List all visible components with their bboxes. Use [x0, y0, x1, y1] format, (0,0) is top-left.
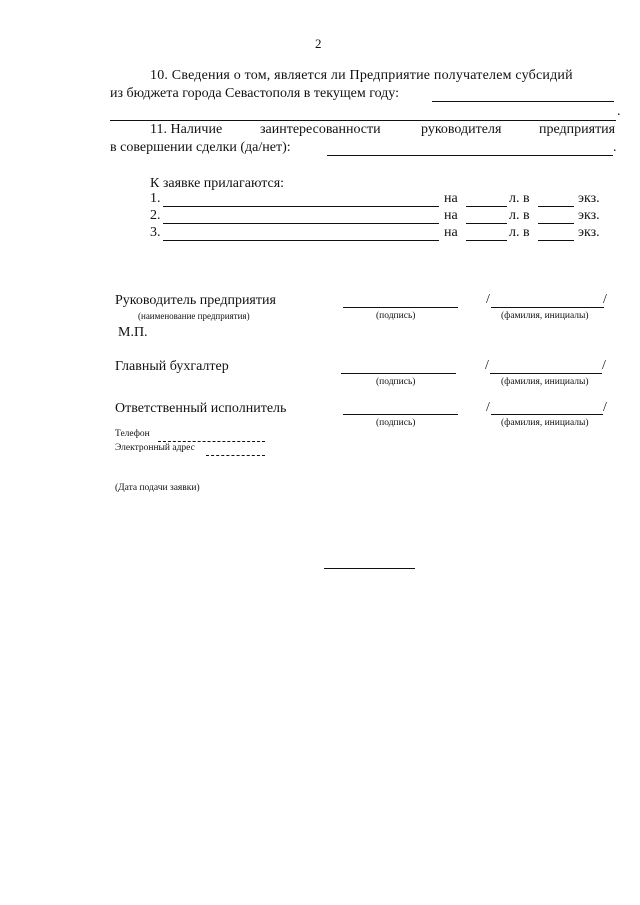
item11-word-2: заинтересованности: [260, 122, 381, 137]
attachment-num: 3.: [150, 225, 161, 240]
item11-word-4: предприятия: [539, 122, 616, 137]
page-number: 2: [315, 36, 322, 51]
head-title: Руководитель предприятия: [115, 293, 276, 308]
attachment-pages-line: [466, 223, 507, 224]
head-signature-caption: (подпись): [376, 311, 416, 321]
attachment-na: на: [444, 191, 458, 206]
accountant-slash-left: /: [485, 358, 489, 373]
executor-signature-line: [343, 414, 458, 415]
attachment-name-line: [163, 223, 439, 224]
attachment-pages-line: [466, 206, 507, 207]
attachment-name-line: [163, 240, 439, 241]
attachment-ekz: экз.: [578, 191, 600, 206]
head-name-line: [491, 307, 604, 308]
executor-signature-caption: (подпись): [376, 418, 416, 428]
phone-label: Телефон: [115, 429, 150, 439]
end-rule: [324, 568, 415, 569]
attachment-num: 2.: [150, 208, 161, 223]
accountant-title: Главный бухгалтер: [115, 359, 229, 374]
attachment-pages-line: [466, 240, 507, 241]
item11-word-1: 11. Наличие: [150, 122, 223, 137]
head-name-caption: (фамилия, инициалы): [501, 311, 589, 321]
accountant-signature-line: [341, 373, 456, 374]
accountant-signature-caption: (подпись): [376, 377, 416, 387]
attachment-na: на: [444, 225, 458, 240]
accountant-slash-right: /: [602, 358, 606, 373]
attachment-l: л. в: [509, 191, 530, 206]
stamp-place: М.П.: [118, 325, 148, 340]
executor-name-caption: (фамилия, инициалы): [501, 418, 589, 428]
attachment-na: на: [444, 208, 458, 223]
executor-title: Ответственный исполнитель: [115, 401, 287, 416]
phone-line: [158, 441, 265, 442]
head-slash-right: /: [603, 292, 607, 307]
attachment-ekz: экз.: [578, 208, 600, 223]
item11-answer-line: [327, 155, 613, 156]
submission-date-caption: (Дата подачи заявки): [115, 483, 200, 493]
item10-answer-line: [432, 101, 614, 102]
item11-end-dot: .: [613, 140, 617, 155]
attachment-copies-line: [538, 240, 574, 241]
item11-word-3: руководителя: [421, 122, 502, 137]
head-enterprise-caption: (наименование предприятия): [138, 311, 250, 321]
accountant-name-caption: (фамилия, инициалы): [501, 377, 589, 387]
attachment-l: л. в: [509, 225, 530, 240]
executor-slash-left: /: [486, 400, 490, 415]
attachment-num: 1.: [150, 191, 161, 206]
head-slash-left: /: [486, 292, 490, 307]
email-label: Электронный адрес: [115, 443, 195, 453]
attachment-ekz: экз.: [578, 225, 600, 240]
item10-line1: 10. Сведения о том, является ли Предприятие получателем субсидий: [150, 68, 573, 83]
attachment-name-line: [163, 206, 439, 207]
executor-slash-right: /: [603, 400, 607, 415]
head-signature-line: [343, 307, 458, 308]
email-line: [206, 455, 265, 456]
accountant-name-line: [490, 373, 602, 374]
executor-name-line: [491, 414, 603, 415]
item10-end-dot: .: [617, 104, 621, 119]
attachments-heading: К заявке прилагаются:: [150, 176, 285, 191]
attachment-copies-line: [538, 206, 574, 207]
item11-line2: в совершении сделки (да/нет):: [110, 140, 291, 155]
item10-line2: из бюджета города Севастополя в текущем году:: [110, 86, 400, 101]
attachment-copies-line: [538, 223, 574, 224]
item10-answer-line-2: [110, 120, 616, 121]
attachment-l: л. в: [509, 208, 530, 223]
